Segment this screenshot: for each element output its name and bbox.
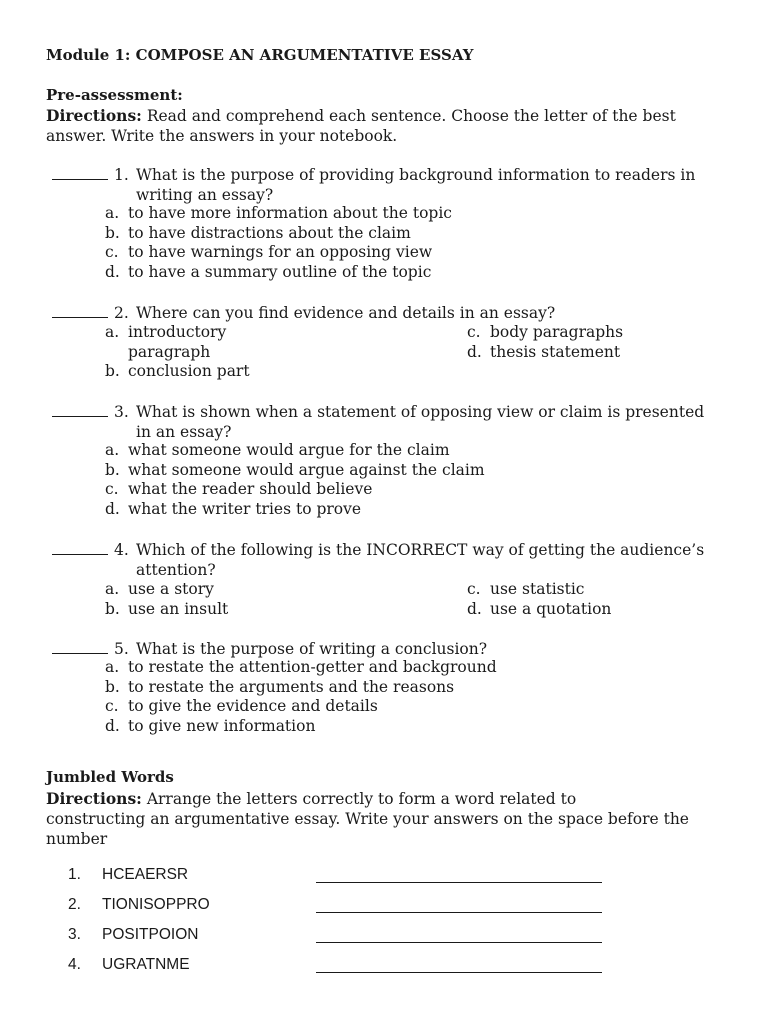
jumbled-words-heading: Jumbled Words xyxy=(46,768,174,786)
item-number: 1. xyxy=(68,866,81,883)
question-text xyxy=(136,402,756,442)
question-text-line: What is the purpose of providing background information to readers in xyxy=(136,166,696,184)
option-text: what the reader should believe xyxy=(128,480,373,499)
option-letter: d. xyxy=(467,342,482,361)
answer-line[interactable] xyxy=(316,912,602,913)
directions-text: Read and comprehend each sentence. Choose the letter of the best xyxy=(141,107,676,125)
question-text xyxy=(136,303,756,323)
option-text: use a story xyxy=(128,580,214,598)
answer-blank[interactable] xyxy=(52,402,108,417)
pre-assessment-heading: Pre-assessment: xyxy=(46,86,183,104)
option-letter: a. xyxy=(105,441,120,459)
option-text: use a quotation xyxy=(490,599,612,618)
answer-line[interactable] xyxy=(316,972,602,973)
option-letter: a. xyxy=(105,580,120,598)
question-text xyxy=(136,540,756,580)
option-letter: c. xyxy=(105,243,119,262)
option-text: to have warnings for an opposing view xyxy=(128,243,433,262)
option-letter: b. xyxy=(105,362,120,381)
answer-blank[interactable] xyxy=(52,540,108,555)
option-letter: d. xyxy=(105,716,120,735)
option-letter: d. xyxy=(105,262,120,281)
question-text-line: attention? xyxy=(136,561,216,579)
option-letter: a. xyxy=(105,323,120,341)
module-title: Module 1: COMPOSE AN ARGUMENTATIVE ESSAY xyxy=(46,46,474,64)
option-text: paragraph xyxy=(128,342,211,361)
question-5 xyxy=(52,639,752,659)
question-4 xyxy=(52,540,752,579)
option-text: to give the evidence and details xyxy=(128,697,378,716)
item-number: 2. xyxy=(68,896,81,913)
answer-blank[interactable] xyxy=(52,165,108,180)
option-text: use statistic xyxy=(490,580,585,598)
option-text: to have distractions about the claim xyxy=(128,223,411,242)
jumbled-word: POSITPOION xyxy=(102,926,199,943)
option-text: what someone would argue for the claim xyxy=(128,441,450,459)
answer-line[interactable] xyxy=(316,882,602,883)
question-number: 3. xyxy=(114,403,129,421)
option-letter: b. xyxy=(105,677,120,696)
option-text: to give new information xyxy=(128,716,316,735)
option-letter: b. xyxy=(105,460,120,479)
question-text-line: writing an essay? xyxy=(136,186,274,204)
directions-text: number xyxy=(46,830,108,848)
option-letter: a. xyxy=(105,658,120,676)
question-text-line: in an essay? xyxy=(136,423,232,441)
directions-label: Directions: xyxy=(46,106,142,125)
options-q2 xyxy=(105,323,705,383)
option-text: to have a summary outline of the topic xyxy=(128,262,432,281)
question-number: 4. xyxy=(114,541,129,559)
directions-label: Directions: xyxy=(46,789,142,808)
question-text xyxy=(136,639,756,659)
question-number: 1. xyxy=(114,166,129,184)
answer-line[interactable] xyxy=(316,942,602,943)
question-text-line: Which of the following is the INCORRECT way of getting the audience’s xyxy=(136,541,705,559)
option-text: to restate the attention-getter and background xyxy=(128,658,497,676)
question-number: 5. xyxy=(114,640,129,658)
pre-assessment-directions xyxy=(46,106,736,146)
option-letter: b. xyxy=(105,223,120,242)
answer-blank[interactable] xyxy=(52,303,108,318)
jumbled-word: UGRATNME xyxy=(102,956,190,973)
option-letter: d. xyxy=(467,599,482,618)
option-text: conclusion part xyxy=(128,362,250,381)
option-letter: c. xyxy=(105,480,119,499)
item-number: 3. xyxy=(68,926,81,943)
option-text: what the writer tries to prove xyxy=(128,499,362,518)
answer-blank[interactable] xyxy=(52,639,108,654)
option-text: thesis statement xyxy=(490,342,621,361)
option-text: use an insult xyxy=(128,599,229,618)
option-letter: c. xyxy=(467,323,481,341)
option-text: what someone would argue against the claim xyxy=(128,460,485,479)
item-number: 4. xyxy=(68,956,81,973)
question-2 xyxy=(52,303,752,323)
option-text: introductory xyxy=(128,323,227,341)
options-q4 xyxy=(105,580,705,620)
directions-text: constructing an argumentative essay. Write your answers on the space before the xyxy=(46,810,689,828)
option-letter: d. xyxy=(105,499,120,518)
question-number: 2. xyxy=(114,304,129,322)
directions-text: answer. Write the answers in your notebook. xyxy=(46,127,398,145)
jumbled-directions xyxy=(46,789,736,849)
question-text xyxy=(136,165,756,205)
directions-text: Arrange the letters correctly to form a word related to xyxy=(141,790,577,808)
question-text-line: Where can you find evidence and details in an essay? xyxy=(136,304,556,322)
option-letter: a. xyxy=(105,204,120,222)
option-text: body paragraphs xyxy=(490,323,624,341)
question-text-line: What is the purpose of writing a conclusion? xyxy=(136,640,488,658)
option-text: to have more information about the topic xyxy=(128,204,452,222)
jumbled-word: HCEAERSR xyxy=(102,866,189,883)
option-text: to restate the arguments and the reasons xyxy=(128,677,455,696)
option-letter: c. xyxy=(105,697,119,716)
question-3 xyxy=(52,402,752,441)
question-1 xyxy=(52,165,752,204)
option-letter: b. xyxy=(105,599,120,618)
question-text-line: What is shown when a statement of opposing view or claim is presented xyxy=(136,403,705,421)
jumbled-word: TIONISOPPRO xyxy=(102,896,210,913)
option-letter: c. xyxy=(467,580,481,598)
